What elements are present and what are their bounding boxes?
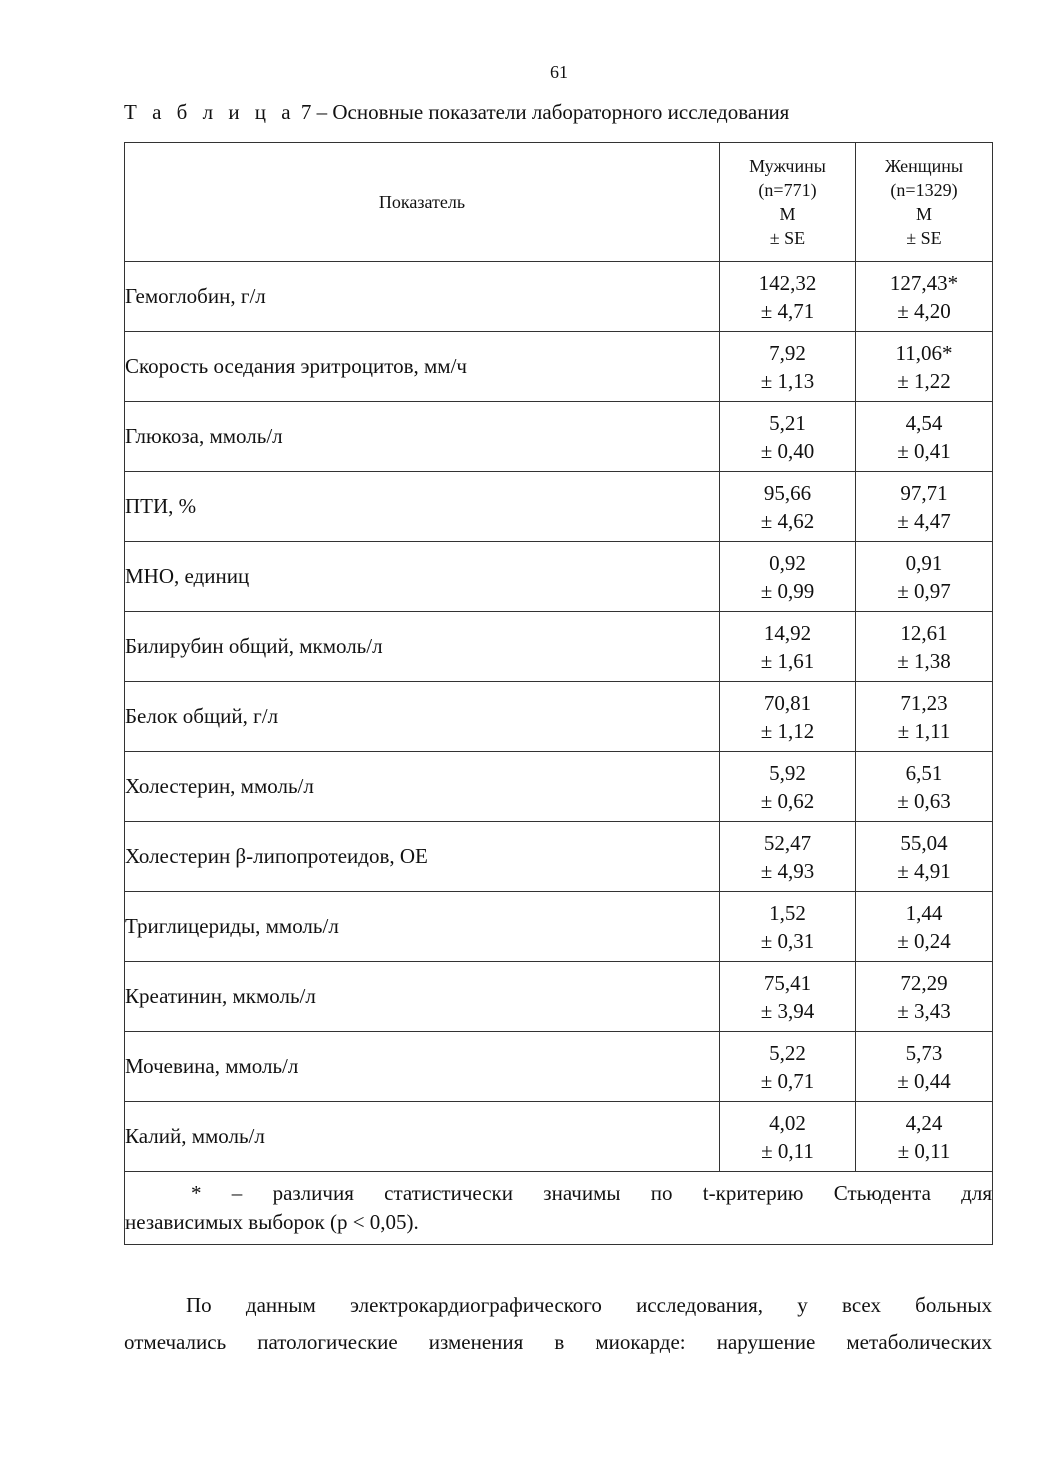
women-se: ± 1,11 [897,718,951,743]
header-men [720,143,856,262]
men-se: ± 1,61 [760,648,815,673]
men-se: ± 0,99 [760,578,815,603]
women-mean: 97,71 [900,480,948,505]
page-number: 61 [550,62,568,82]
men-mean: 1,52 [769,900,806,925]
paragraph-line-2: отмечались патологические изменения в миокарде: нарушение метаболических [124,1330,992,1354]
table-header-row [125,143,993,262]
men-value-cell [720,892,856,962]
table-row [125,612,993,682]
women-se: ± 4,91 [897,858,951,883]
women-value-cell [856,752,993,822]
men-value-cell [720,542,856,612]
row-label: Билирубин общий, мкмоль/л [125,612,720,682]
table-footnote-row [125,1172,993,1245]
men-se: ± 0,31 [760,928,815,953]
women-mean: 71,23 [900,690,948,715]
men-se: ± 4,93 [760,858,815,883]
row-label: Гемоглобин, г/л [125,262,720,332]
header-men-mean: M [779,204,796,224]
header-indicator: Показатель [125,143,720,262]
header-women-se: ± SE [906,228,942,248]
men-se: ± 1,13 [760,368,815,393]
men-value-cell [720,472,856,542]
women-mean: 5,73 [905,1040,943,1065]
men-mean: 4,02 [769,1110,806,1135]
header-men-title: Мужчины [749,156,826,176]
footnote-line-1: * – различия статистически значимы по t-критерию Стьюдента для [191,1181,992,1205]
table-caption-prefix: Т а б л и ц а [124,100,296,124]
paragraph-line-1: По данным электрокардиографического исследования, у всех больных [186,1293,992,1317]
men-mean: 5,92 [769,760,806,785]
men-se: ± 4,71 [760,298,815,323]
men-mean: 142,32 [758,270,817,295]
table-row [125,262,993,332]
table-row [125,962,993,1032]
women-se: ± 0,41 [897,438,951,463]
women-se: ± 0,24 [897,928,951,953]
men-se: ± 1,12 [760,718,815,743]
women-se: ± 0,63 [897,788,951,813]
women-value-cell [856,682,993,752]
table-row [125,892,993,962]
women-se: ± 0,44 [897,1068,951,1093]
men-se: ± 0,40 [760,438,815,463]
women-value-cell [856,542,993,612]
women-mean: 11,06* [895,340,953,365]
men-value-cell [720,332,856,402]
women-mean: 72,29 [900,970,948,995]
women-value-cell [856,612,993,682]
body-paragraph [124,1287,992,1361]
women-mean: 1,44 [905,900,943,925]
women-se: ± 4,20 [897,298,951,323]
women-mean: 6,51 [905,760,943,785]
men-value-cell [720,262,856,332]
table-footnote [125,1172,993,1245]
men-mean: 14,92 [763,620,812,645]
women-se: ± 1,22 [897,368,951,393]
row-label: Холестерин β-липопротеидов, ОЕ [125,822,720,892]
row-label: Холестерин, ммоль/л [125,752,720,822]
header-men-count: (n=771) [758,180,817,200]
men-mean: 5,21 [769,410,806,435]
row-label: Креатинин, мкмоль/л [125,962,720,1032]
table-row [125,752,993,822]
table-caption-title: 7 – Основные показатели лабораторного исследования [295,100,790,124]
header-women-title: Женщины [884,156,964,176]
women-value-cell [856,472,993,542]
men-mean: 95,66 [763,480,812,505]
men-value-cell [720,1032,856,1102]
women-mean: 12,61 [900,620,948,645]
table-row [125,1032,993,1102]
women-value-cell [856,332,993,402]
row-label: Мочевина, ммоль/л [125,1032,720,1102]
men-mean: 0,92 [769,550,806,575]
men-mean: 75,41 [763,970,812,995]
header-women-mean: M [915,204,932,224]
footnote-line-2: независимых выборок (р < 0,05). [125,1210,419,1234]
men-mean: 70,81 [763,690,812,715]
men-value-cell [720,1102,856,1172]
women-value-cell [856,402,993,472]
row-label: Триглицериды, ммоль/л [125,892,720,962]
women-value-cell [856,962,993,1032]
row-label: Калий, ммоль/л [125,1102,720,1172]
row-label: Скорость оседания эритроцитов, мм/ч [125,332,720,402]
men-value-cell [720,612,856,682]
women-mean: 127,43* [889,270,959,295]
table-row [125,472,993,542]
lab-results-table [124,142,993,1245]
men-mean: 52,47 [763,830,812,855]
women-mean: 55,04 [900,830,948,855]
men-value-cell [720,682,856,752]
men-mean: 7,92 [769,340,806,365]
women-value-cell [856,1032,993,1102]
women-value-cell [856,1102,993,1172]
table-caption [124,100,789,125]
women-se: ± 0,11 [897,1138,951,1163]
men-se: ± 0,11 [761,1138,814,1163]
women-mean: 4,24 [905,1110,943,1135]
men-se: ± 0,71 [760,1068,815,1093]
row-label: Глюкоза, ммоль/л [125,402,720,472]
women-value-cell [856,892,993,962]
table-row [125,542,993,612]
women-value-cell [856,822,993,892]
women-se: ± 4,47 [897,508,951,533]
header-women-count: (n=1329) [890,180,958,200]
men-value-cell [720,962,856,1032]
men-value-cell [720,402,856,472]
table-row [125,402,993,472]
row-label: Белок общий, г/л [125,682,720,752]
header-men-se: ± SE [769,228,806,248]
table-row [125,822,993,892]
women-mean: 0,91 [905,550,943,575]
women-mean: 4,54 [905,410,943,435]
table-row [125,1102,993,1172]
men-mean: 5,22 [769,1040,806,1065]
men-value-cell [720,822,856,892]
table-row [125,682,993,752]
women-se: ± 3,43 [897,998,951,1023]
men-value-cell [720,752,856,822]
women-value-cell [856,262,993,332]
men-se: ± 4,62 [760,508,815,533]
men-se: ± 3,94 [760,998,815,1023]
table-row [125,332,993,402]
women-se: ± 1,38 [897,648,951,673]
men-se: ± 0,62 [760,788,815,813]
header-women [856,143,993,262]
row-label: ПТИ, % [125,472,720,542]
women-se: ± 0,97 [897,578,951,603]
row-label: МНО, единиц [125,542,720,612]
